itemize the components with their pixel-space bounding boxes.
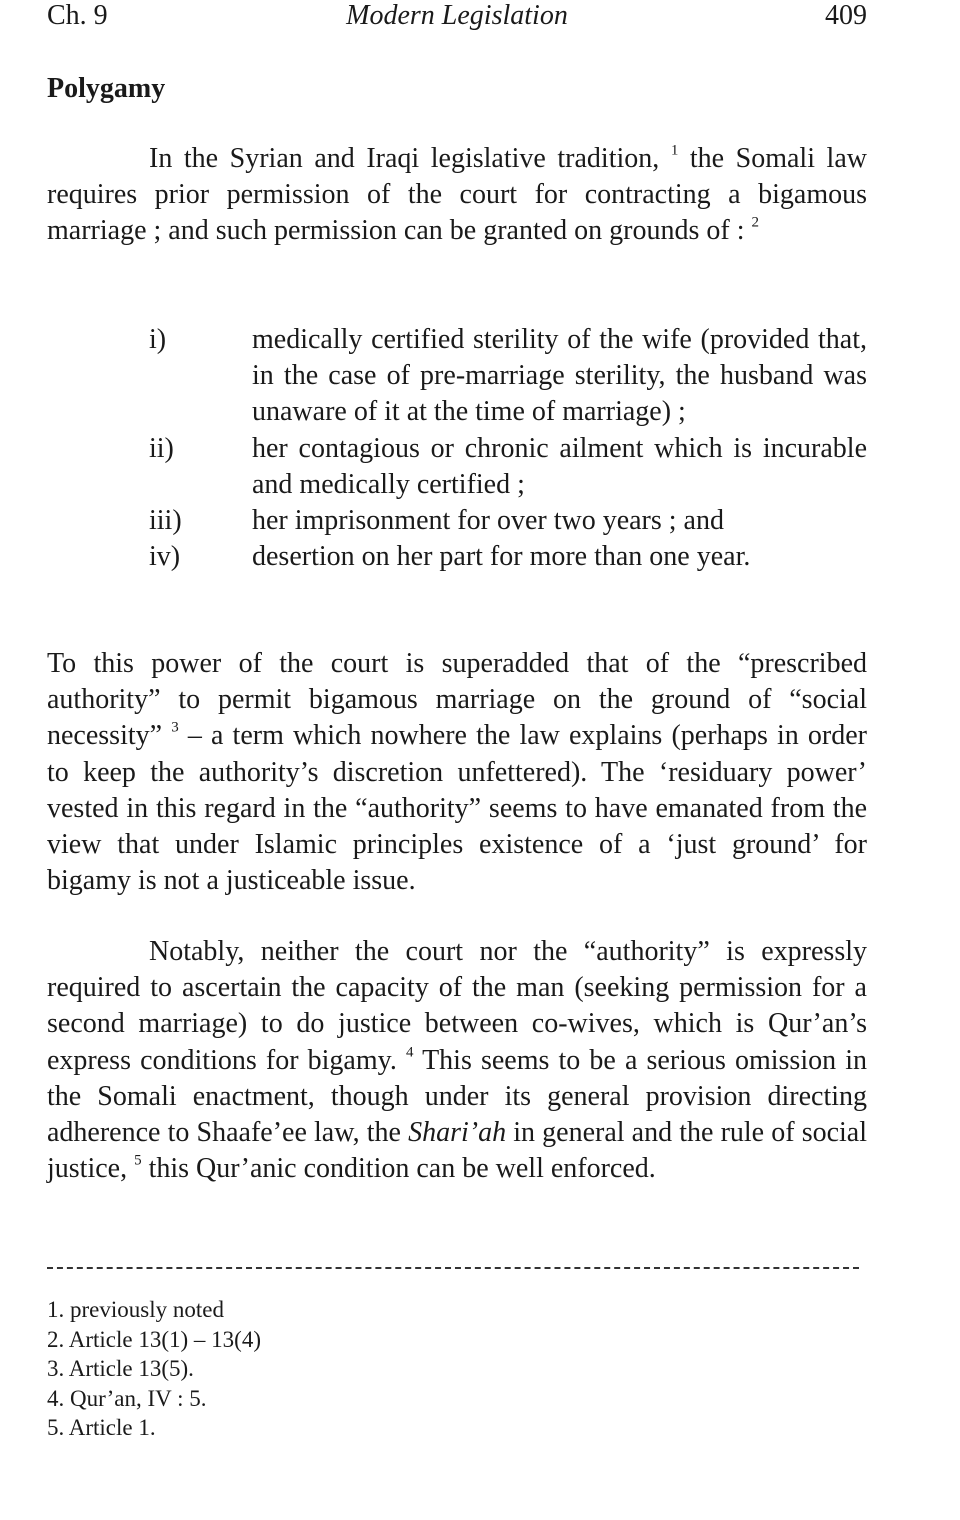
paragraph-permission (47, 141, 867, 250)
paragraph-text: This seems to be a serious omission in the Somali enactment, though under its general provision directing adherence to Shaafe’ee law, the (47, 1044, 868, 1149)
paragraph-text: in general and the rule of social justice, (47, 1117, 867, 1185)
paragraph-text: – a term which nowhere the law explains (perhaps in order to keep the authority’s discretion unfettered). The ‘residuary power’ vested in this regard in the “authority” seems to have emanated from the view that under Islamic principles existence of a ‘just ground’ for bigamy is not a justiceable issue. (47, 720, 867, 897)
footnote-separator (47, 1267, 859, 1269)
footnote-ref: 3 (171, 719, 179, 736)
footnote: 4. Qur’an, IV : 5. (47, 1385, 207, 1411)
list-marker: i) (149, 324, 167, 355)
list-item-text: her imprisonment for over two years ; and (252, 505, 724, 537)
chapter-label: Ch. 9 (47, 0, 108, 31)
footnote-ref: 1 (670, 142, 679, 159)
paragraph-text: To this power of the court is superadded that of the “prescribed authority” to permit bigamous marriage on the ground of “social necessity” (47, 648, 867, 752)
footnote: 3. Article 13(5). (47, 1356, 194, 1381)
section-heading: Polygamy (47, 73, 166, 104)
paragraph-text: the Somali law requires prior permission of the court for contracting a bigamous marriage ; and such permission can be granted on grounds of : (47, 143, 867, 247)
list-item-text: medically certified sterility of the wife (provided that, in the case of pre-marriage sterility, the husband was unaware of it at the time of marriage) ; (252, 324, 867, 428)
paragraph-justice-condition (47, 934, 867, 1187)
paragraph-text: In the Syrian and Iraqi legislative tradition, (149, 143, 671, 174)
list-item (149, 503, 867, 539)
book-page (47, 0, 867, 1520)
footnote-ref: 2 (751, 214, 759, 231)
list-item-text: desertion on her part for more than one year. (252, 541, 751, 573)
footnote: 5. Article 1. (47, 1415, 156, 1440)
grounds-list (149, 322, 867, 575)
footnote-ref: 4 (405, 1043, 414, 1060)
paragraph-prescribed-authority (47, 646, 867, 899)
list-marker: iii) (149, 505, 182, 537)
running-header (47, 0, 867, 34)
paragraph-text: this Qur’anic condition can be well enforced. (141, 1153, 656, 1185)
footnote-ref: 5 (134, 1152, 142, 1169)
footnote: 1. previously noted (47, 1297, 224, 1322)
footnotes (47, 1295, 261, 1443)
page-number: 409 (825, 0, 867, 31)
list-marker: iv) (149, 541, 181, 573)
list-item-text: her contagious or chronic ailment which is incurable and medically certified ; (252, 432, 867, 500)
italic-term: Shari’ah (408, 1117, 507, 1149)
footnote: 2. Article 13(1) – 13(4) (47, 1326, 261, 1352)
running-title: Modern Legislation (346, 0, 568, 31)
list-marker: ii) (149, 432, 174, 464)
list-item (149, 539, 867, 575)
list-item (149, 431, 867, 503)
list-item (149, 322, 867, 431)
paragraph-text: Notably, neither the court nor the “authority” is expressly required to ascertain the capacity of the man (seeking permission for a second marriage) to do justice between co-wives, which is Qur’an’s express conditions for bigamy. (47, 936, 867, 1076)
